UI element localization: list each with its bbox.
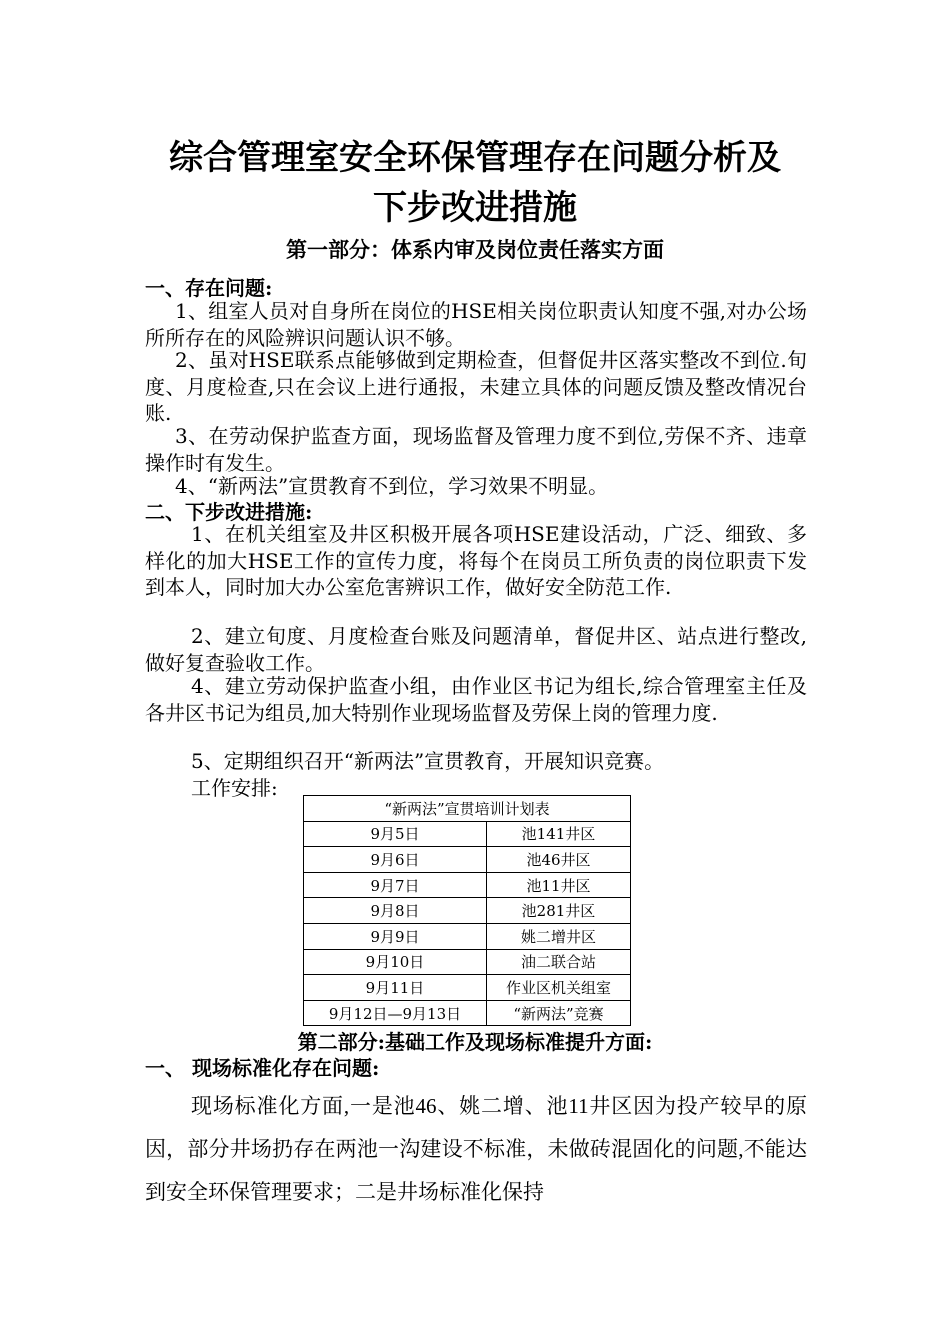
table-cell-location: 作业区机关组室	[487, 975, 631, 1001]
measure-item-2: 2、建立旬度、月度检查台账及问题清单，督促井区、站点进行整改,做好复查验收工作。	[145, 624, 807, 675]
table-row	[304, 821, 631, 847]
table-cell-date: 9月12日—9月13日	[304, 1000, 487, 1026]
table-cell-location: 池11井区	[487, 872, 631, 898]
training-plan-table	[303, 795, 631, 1026]
table-row	[304, 923, 631, 949]
measures-heading: 二、下步改进措施:	[145, 500, 313, 524]
problems-heading: 一、存在问题:	[145, 276, 273, 300]
table-row	[304, 872, 631, 898]
problem-item-1: 1、组室人员对自身所在岗位的HSE相关岗位职责认知度不强,对办公场所所存在的风险辨识问题认识不够。	[145, 299, 807, 350]
table-caption-row	[304, 796, 631, 822]
table-cell-location: 油二联合站	[487, 949, 631, 975]
table-cell-date: 9月7日	[304, 872, 487, 898]
table-cell-date: 9月11日	[304, 975, 487, 1001]
table-cell-date: 9月8日	[304, 898, 487, 924]
measure-item-5: 5、定期组织召开“新两法”宣贯教育，开展知识竞赛。	[191, 749, 665, 773]
part2-title: 第二部分:基础工作及现场标准提升方面:	[297, 1030, 653, 1054]
table-cell-date: 9月5日	[304, 821, 487, 847]
problem-item-4: 4、“新两法”宣贯教育不到位，学习效果不明显。	[175, 474, 609, 498]
table-cell-date: 9月10日	[304, 949, 487, 975]
measure-item-4: 4、建立劳动保护监查小组，由作业区书记为组长,综合管理室主任及各井区书记为组员,加大特别作业现场监督及劳保上岗的管理力度.	[145, 674, 807, 725]
part1-title: 第一部分：体系内审及岗位责任落实方面	[286, 237, 664, 262]
document-title-line1: 综合管理室安全环保管理存在问题分析及	[169, 138, 781, 178]
work-arrangement-label: 工作安排:	[191, 776, 278, 800]
measure-item-1: 1、在机关组室及井区积极开展各项HSE建设活动，广泛、细致、多样化的加大HSE工作的宣传力度，将每个在岗员工所负责的岗位职责下发到本人，同时加大办公室危害辨识工作，做好安全防范工作.	[145, 522, 807, 599]
problem-item-3: 3、在劳动保护监查方面，现场监督及管理力度不到位,劳保不齐、违章操作时有发生。	[145, 424, 807, 475]
table-caption: “新两法”宣贯培训计划表	[304, 796, 631, 822]
table-row	[304, 847, 631, 873]
table-cell-date: 9月6日	[304, 847, 487, 873]
table-cell-location: “新两法”竞赛	[487, 1000, 631, 1026]
table-cell-location: 池46井区	[487, 847, 631, 873]
standardization-heading: 一、 现场标准化存在问题:	[145, 1056, 380, 1080]
table-row	[304, 949, 631, 975]
table-cell-location: 池141井区	[487, 821, 631, 847]
document-title-line2: 下步改进措施	[373, 188, 577, 228]
table-cell-date: 9月9日	[304, 923, 487, 949]
problem-item-2: 2、虽对HSE联系点能够做到定期检查，但督促井区落实整改不到位.旬度、月度检查,只在会议上进行通报，未建立具体的问题反馈及整改情况台账.	[145, 348, 807, 425]
table-row	[304, 1000, 631, 1026]
standardization-paragraph: 现场标准化方面,一是池46、姚二增、池11井区因为投产较早的原因，部分井场扔存在两池一沟建设不标准，未做砖混固化的问题,不能达到安全环保管理要求；二是井场标准化保持	[145, 1094, 807, 1204]
table-cell-location: 姚二增井区	[487, 923, 631, 949]
table-row	[304, 975, 631, 1001]
table-row	[304, 898, 631, 924]
table-cell-location: 池281井区	[487, 898, 631, 924]
